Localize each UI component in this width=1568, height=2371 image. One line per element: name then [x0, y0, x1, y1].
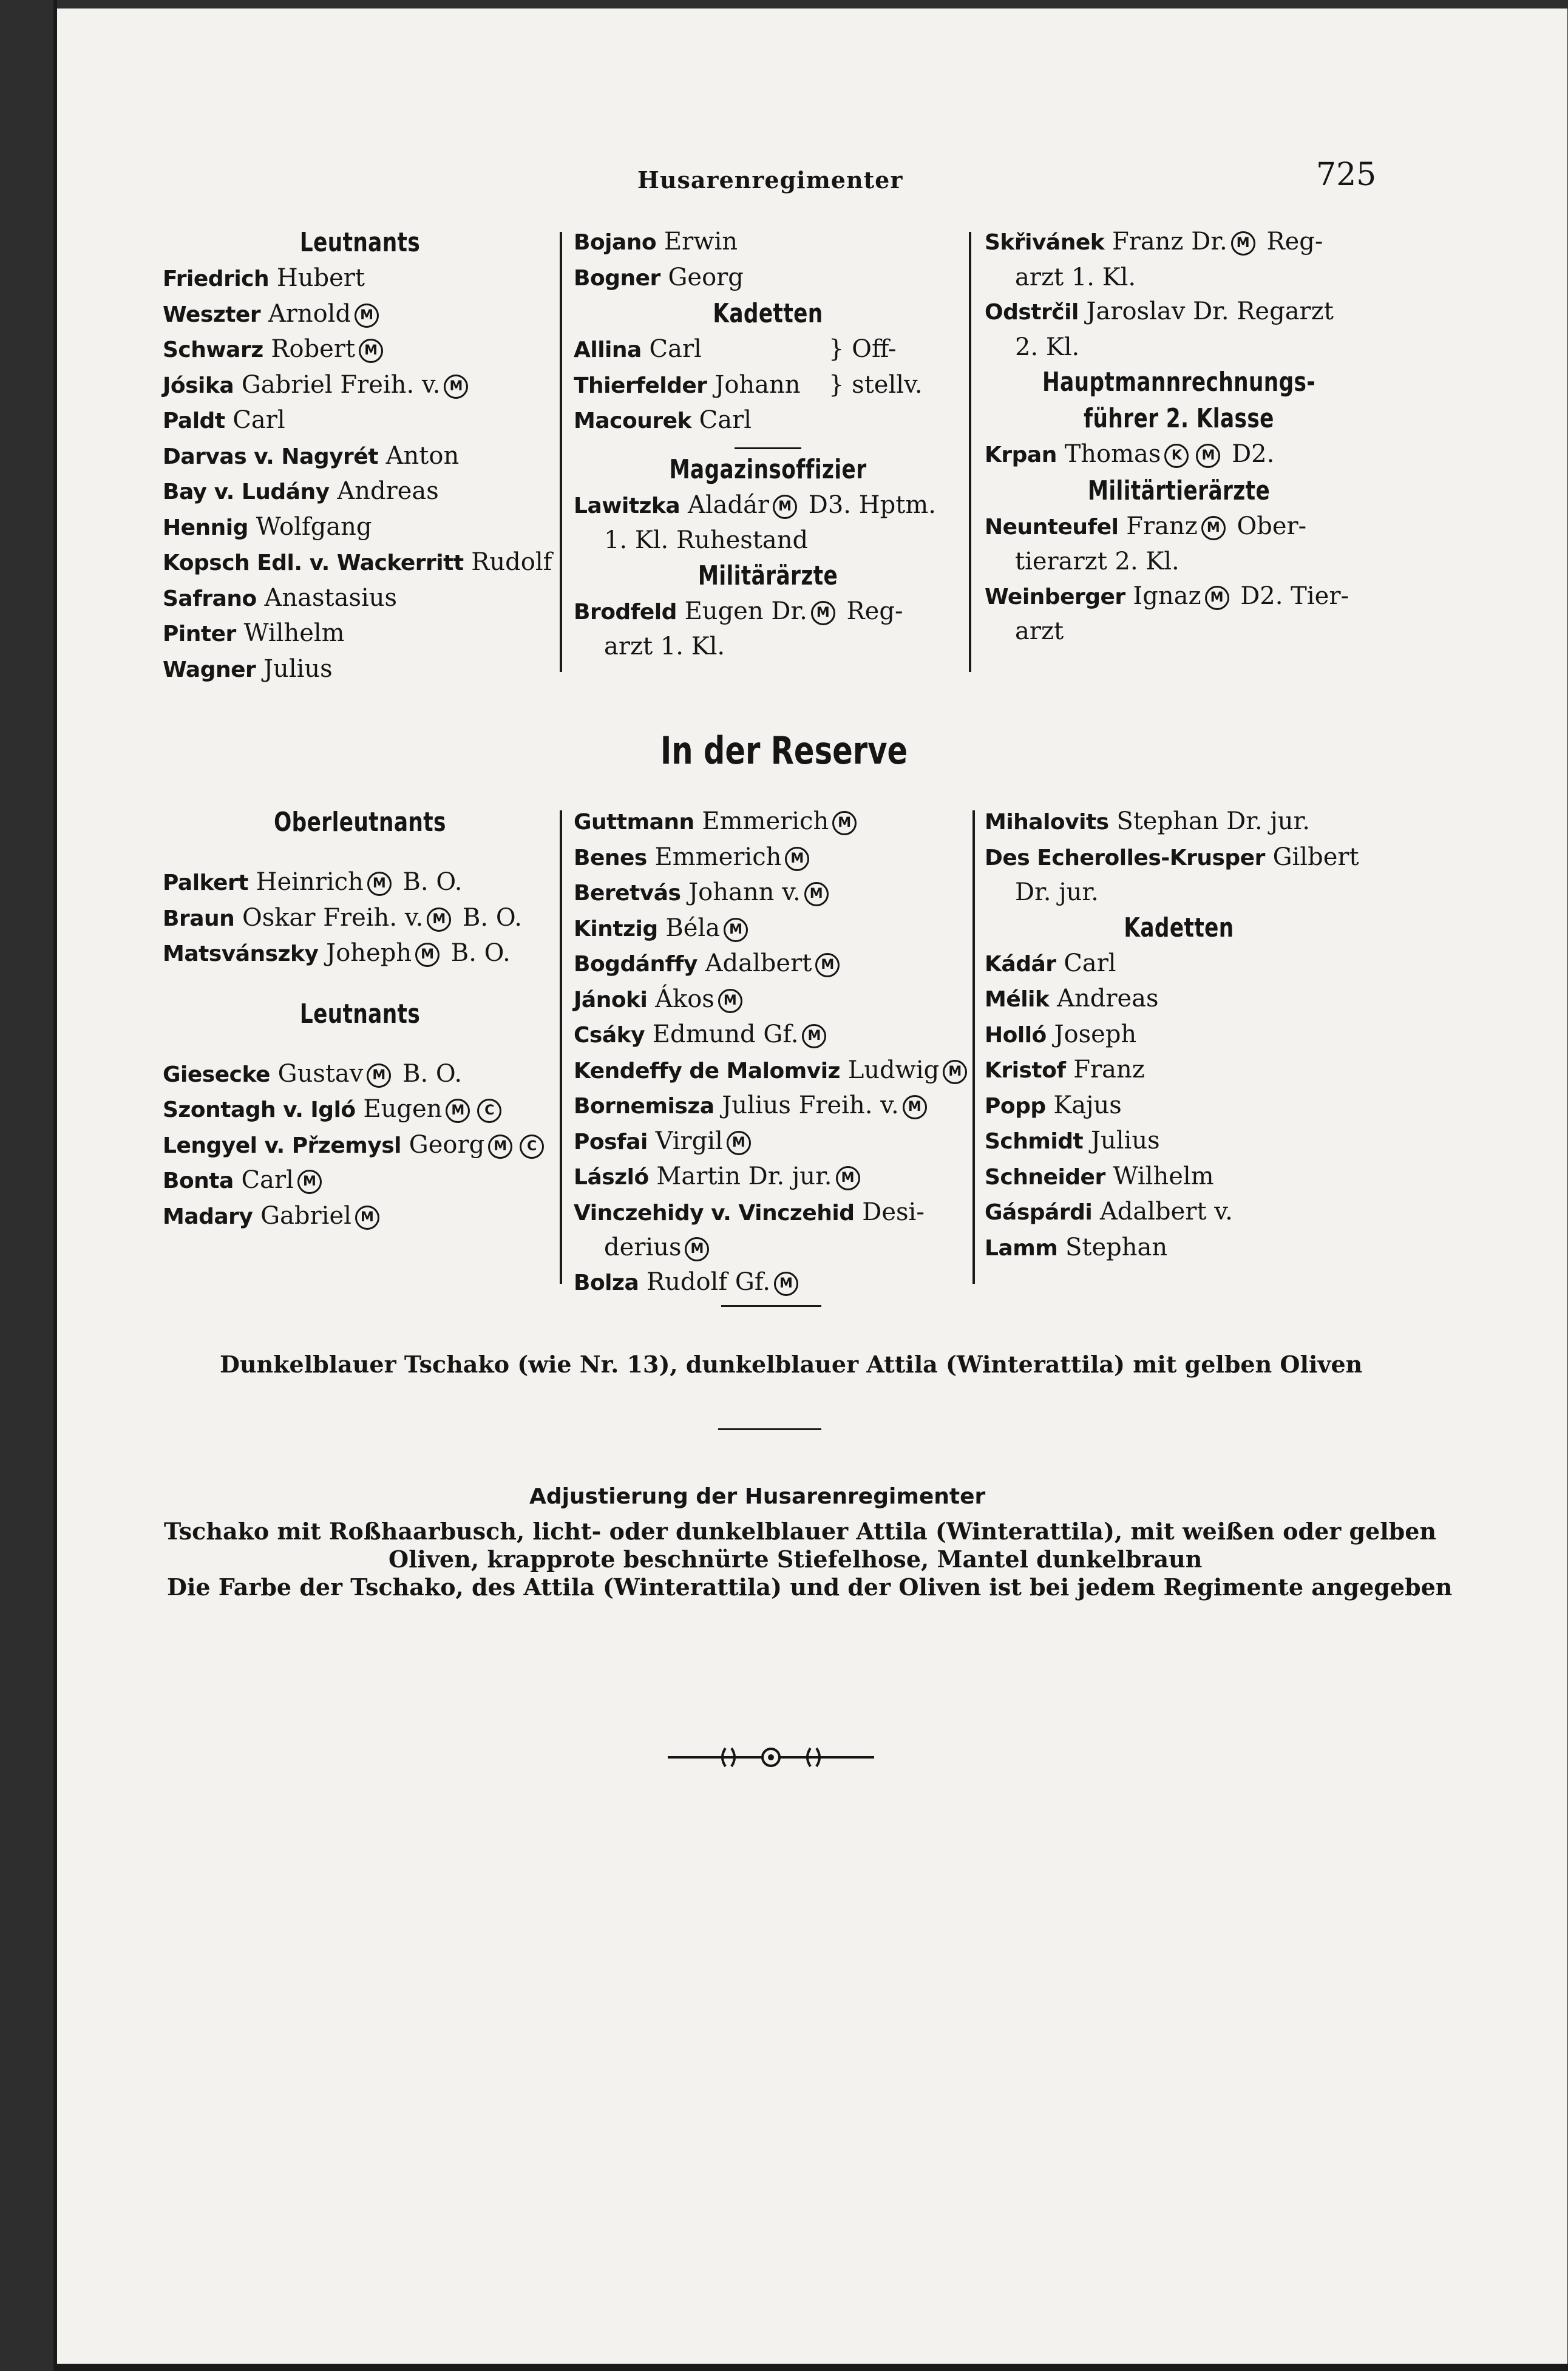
roster-entry: [163, 261, 557, 297]
column-rule: [560, 232, 562, 672]
rank-heading: Kadetten: [1124, 912, 1234, 943]
given-name: Anton: [385, 441, 460, 470]
roster-entry: [574, 875, 968, 911]
order-m-icon: M: [811, 601, 835, 625]
given-name: Jaroslav Dr. Regarzt: [1086, 297, 1334, 325]
roster-entry: [163, 439, 557, 475]
entry-continuation: [985, 544, 1373, 579]
rank-heading: Oberleutnants: [274, 807, 446, 838]
uniform-note: Dunkelblauer Tschako (wie Nr. 13), dunkelblauer Attila (Winterattila) mit gelben Oliven: [220, 1351, 1363, 1378]
given-name: Ákos: [655, 985, 714, 1013]
rank-heading: Leutnants: [299, 998, 421, 1029]
given-name: Carl: [232, 406, 285, 434]
given-name: Ludwig: [847, 1056, 940, 1084]
given-name: Martin Dr. jur.: [656, 1162, 832, 1190]
entry-suffix: B. O.: [443, 939, 511, 967]
surname: Thierfelder: [574, 373, 707, 398]
surname: Hennig: [163, 515, 248, 540]
surname: Kristof: [985, 1058, 1066, 1083]
order-m-icon: M: [832, 811, 857, 835]
rank-brace: } Off-: [829, 335, 897, 363]
surname: Guttmann: [574, 810, 694, 835]
entry-continuation: [574, 523, 962, 558]
surname: Mihalovits: [985, 810, 1109, 835]
reserve-column-2: [574, 804, 968, 1300]
reserve-column-3: [985, 804, 1373, 1266]
rank-heading: Hauptmannrechnungs-: [1042, 367, 1316, 398]
surname: Kendeffy de Malomviz: [574, 1058, 840, 1084]
given-name: Carl: [1064, 949, 1116, 977]
surname: Schneider: [985, 1164, 1105, 1190]
spacer: [163, 841, 557, 865]
roster-entry: [163, 332, 557, 368]
entry-suffix: Reg-: [1258, 228, 1323, 256]
surname: Neunteufel: [985, 514, 1119, 540]
given-name: Johann v.: [688, 878, 801, 906]
roster-entry: [163, 1128, 557, 1164]
left-scan-edge: [53, 0, 57, 2371]
roster-entry: [985, 1053, 1373, 1088]
ornament-divider: [668, 1742, 874, 1772]
page-number: 725: [1316, 157, 1377, 193]
column-rule: [560, 810, 562, 1284]
given-name: Rudolf: [471, 548, 552, 576]
surname: Bogdánffy: [574, 952, 697, 977]
section-divider: [721, 1305, 821, 1307]
roster-entry: [985, 294, 1373, 330]
order-m-icon: M: [444, 375, 468, 399]
continuation-text: arzt 1. Kl.: [1015, 263, 1136, 291]
surname: Macourek: [574, 409, 691, 433]
roster-entry: [574, 982, 968, 1018]
given-name: Rudolf Gf.: [646, 1267, 770, 1296]
surname: Szontagh v. Igló: [163, 1097, 356, 1122]
spacer: [163, 1033, 557, 1057]
roster-entry: [163, 581, 557, 617]
surname: Bogner: [574, 265, 660, 291]
entry-suffix: Ober-: [1229, 512, 1307, 540]
section-divider: [718, 1428, 821, 1430]
reserve-heading: In der Reserve: [660, 728, 908, 773]
roster-entry: [574, 840, 968, 876]
roster-entry: [574, 1088, 968, 1124]
roster-entry: [163, 368, 557, 404]
surname: Kádár: [985, 951, 1056, 977]
surname: Pinter: [163, 622, 236, 646]
surname: Beretvás: [574, 881, 681, 906]
roster-entry: [163, 1092, 557, 1128]
surname: Bonta: [163, 1169, 234, 1193]
roster-entry: [985, 225, 1373, 260]
surname: Giesecke: [163, 1062, 270, 1087]
roster-entry: [163, 1057, 557, 1093]
given-name: Robert: [271, 335, 356, 363]
roster-entry: [574, 488, 962, 524]
given-name: Aladár: [687, 490, 770, 519]
order-k-icon: K: [1164, 444, 1189, 468]
surname: Schmidt: [985, 1129, 1084, 1154]
roster-entry: [163, 652, 557, 688]
given-name: Gilbert: [1272, 843, 1359, 871]
surname: Palkert: [163, 870, 248, 895]
given-name: Franz Dr.: [1112, 228, 1227, 256]
surname: Brodfeld: [574, 599, 677, 625]
order-m-icon: M: [427, 907, 451, 932]
given-name: Julius: [1090, 1127, 1160, 1155]
roster-entry: [574, 1017, 968, 1053]
given-name: Adalbert v.: [1099, 1198, 1233, 1226]
surname: László: [574, 1165, 649, 1190]
continuation-text: Dr. jur.: [1015, 878, 1099, 906]
order-m-icon: M: [802, 1024, 826, 1048]
given-name: Eugen: [363, 1095, 443, 1123]
given-name: Edmund Gf.: [652, 1020, 799, 1048]
order-m-icon: M: [415, 943, 440, 967]
roster-entry: [163, 936, 557, 972]
surname: Lengyel v. Přzemysl: [163, 1133, 402, 1158]
order-m-icon: M: [836, 1166, 860, 1190]
roster-entry: [163, 1199, 557, 1235]
given-name: Stephan: [1065, 1233, 1168, 1261]
roster-entry: [574, 1159, 968, 1195]
given-name: Julius: [263, 654, 333, 683]
roster-entry: [574, 225, 962, 260]
surname: Weszter: [163, 302, 261, 327]
given-name: Andreas: [337, 477, 439, 505]
rank-brace: } stellv.: [829, 370, 923, 399]
adjustierung-line-2: Oliven, krapprote beschnürte Stiefelhose, Mantel dunkelbraun: [389, 1545, 1203, 1573]
given-name: Stephan Dr. jur.: [1116, 807, 1310, 835]
given-name: Franz: [1073, 1056, 1145, 1084]
order-m-icon: M: [1201, 516, 1226, 540]
given-name: Julius Freih. v.: [722, 1091, 899, 1119]
given-name: Desi-: [862, 1198, 925, 1226]
surname: Lamm: [985, 1235, 1058, 1261]
given-name: Béla: [665, 914, 721, 942]
given-name: Carl: [649, 335, 702, 363]
roster-entry: [163, 297, 557, 333]
heading-rule: [735, 447, 801, 449]
running-header: Husarenregimenter: [637, 166, 903, 194]
order-m-icon: M: [297, 1170, 322, 1194]
surname: Allina: [574, 338, 642, 362]
roster-entry: [574, 403, 962, 439]
given-name: Gabriel: [260, 1201, 351, 1230]
entry-continuation: [985, 260, 1373, 295]
order-m-icon: M: [488, 1135, 512, 1159]
bottom-scan-edge: [53, 2364, 1568, 2371]
rank-heading: Leutnants: [299, 227, 421, 258]
roster-entry: [574, 332, 962, 368]
order-m-icon: M: [359, 339, 383, 363]
roster-entry: [163, 403, 557, 439]
column-rule: [972, 810, 975, 1284]
entry-suffix: Reg-: [838, 597, 903, 625]
entry-suffix: B. O.: [455, 903, 523, 932]
given-name: Emmerich: [654, 843, 782, 871]
roster-entry: [574, 1195, 968, 1231]
surname: Wagner: [163, 657, 256, 682]
surname: Jánoki: [574, 987, 648, 1013]
surname: Bolza: [574, 1270, 639, 1295]
given-name: Joseph: [1054, 1020, 1137, 1048]
rank-heading: Militärtierärzte: [1087, 475, 1271, 506]
continuation-text: 2. Kl.: [1015, 333, 1080, 361]
column-rule: [969, 232, 971, 672]
rank-heading: führer 2. Klasse: [1084, 403, 1274, 434]
given-name: Carl: [241, 1166, 294, 1194]
top-column-1: [163, 225, 557, 687]
order-m-icon: M: [903, 1095, 927, 1119]
order-c-icon: C: [477, 1099, 501, 1123]
given-name: Adalbert: [705, 949, 812, 977]
given-name: Georg: [668, 263, 744, 291]
roster-entry: [163, 545, 557, 581]
given-name: Anastasius: [264, 583, 398, 612]
order-m-icon: M: [1205, 586, 1229, 610]
roster-entry: [163, 616, 557, 652]
given-name: Thomas: [1064, 440, 1161, 468]
order-m-icon: M: [1231, 231, 1255, 256]
roster-entry: [574, 1124, 968, 1160]
surname: Madary: [163, 1204, 253, 1229]
roster-entry: [574, 946, 968, 982]
given-name: Ignaz: [1133, 582, 1201, 610]
adjustierung-title: Adjustierung der Husarenregimenter: [529, 1484, 986, 1509]
surname: Bornemisza: [574, 1094, 714, 1119]
order-m-icon: M: [718, 989, 742, 1013]
order-m-icon: M: [1196, 444, 1220, 468]
surname: Safrano: [163, 586, 257, 611]
order-m-icon: M: [804, 882, 829, 906]
surname: Jósika: [163, 373, 234, 398]
entry-continuation: [985, 614, 1373, 649]
roster-entry: [574, 911, 968, 947]
adjustierung-line-1: Tschako mit Roßhaarbusch, licht- oder dunkelblauer Attila (Winterattila), mit weißen oder gelben: [164, 1518, 1437, 1545]
given-name: Georg: [409, 1130, 485, 1159]
entry-suffix: D2. Tier-: [1232, 582, 1349, 610]
given-name: Erwin: [664, 228, 738, 256]
roster-entry: [163, 510, 557, 546]
roster-entry: [985, 1159, 1373, 1195]
adjustierung-line-3: Die Farbe der Tschako, des Attila (Winterattila) und der Oliven ist bei jedem Regimente angegeben: [167, 1573, 1453, 1601]
continuation-text: arzt: [1015, 617, 1064, 645]
surname: Holló: [985, 1022, 1047, 1048]
rank-heading: Magazinsoffizier: [669, 453, 867, 485]
given-name: Hubert: [276, 264, 365, 292]
order-m-icon: M: [815, 953, 840, 977]
surname: Benes: [574, 845, 647, 870]
given-name: Oskar Freih. v.: [242, 903, 424, 932]
roster-entry: [985, 804, 1373, 840]
order-c-icon: C: [520, 1135, 544, 1159]
given-name: Wolfgang: [256, 512, 372, 541]
entry-continuation: [574, 1230, 968, 1265]
roster-entry: [574, 594, 962, 630]
order-m-icon: M: [785, 847, 809, 871]
roster-entry: [163, 474, 557, 510]
roster-entry: [985, 1017, 1373, 1053]
given-name: Johann: [714, 370, 801, 399]
given-name: Eugen Dr.: [684, 597, 807, 625]
surname: Posfai: [574, 1129, 648, 1155]
surname: Gáspárdi: [985, 1200, 1093, 1225]
roster-entry: [985, 840, 1373, 876]
order-m-icon: M: [367, 1063, 391, 1088]
top-column-3: [985, 225, 1373, 649]
roster-entry: [985, 946, 1373, 982]
given-name: Joheph: [326, 939, 412, 967]
surname: Paldt: [163, 409, 225, 433]
surname: Bojano: [574, 230, 657, 255]
top-column-2: [574, 225, 962, 664]
roster-entry: [574, 1053, 968, 1089]
order-m-icon: M: [355, 304, 379, 328]
continuation-text: tierarzt 2. Kl.: [1015, 548, 1179, 575]
surname: Des Echerolles-Krusper: [985, 845, 1265, 870]
roster-entry: [985, 1195, 1373, 1230]
continuation-text: derius: [604, 1233, 682, 1261]
roster-entry: [574, 368, 962, 404]
surname: Braun: [163, 906, 235, 931]
surname: Weinberger: [985, 584, 1125, 609]
roster-entry: [985, 1230, 1373, 1266]
roster-entry: [574, 1265, 968, 1301]
given-name: Carl: [699, 406, 752, 434]
given-name: Emmerich: [702, 807, 829, 835]
continuation-text: arzt 1. Kl.: [604, 633, 725, 660]
given-name: Arnold: [268, 299, 351, 328]
given-name: Kajus: [1053, 1091, 1122, 1119]
surname: Popp: [985, 1093, 1046, 1119]
continuation-text: 1. Kl. Ruhestand: [604, 526, 809, 554]
roster-entry: [985, 1088, 1373, 1124]
order-m-icon: M: [773, 495, 797, 519]
order-m-icon: M: [774, 1272, 798, 1296]
entry-continuation: [985, 330, 1373, 365]
surname: Mélik: [985, 987, 1050, 1012]
given-name: Virgil: [655, 1127, 723, 1155]
entry-suffix: D2.: [1224, 440, 1275, 468]
order-m-icon: M: [446, 1099, 470, 1123]
surname: Lawitzka: [574, 493, 680, 518]
roster-entry: [574, 804, 968, 840]
roster-entry: [163, 865, 557, 901]
surname: Odstrčil: [985, 300, 1079, 325]
roster-entry: [985, 437, 1373, 473]
surname: Kintzig: [574, 916, 658, 941]
roster-entry: [985, 1124, 1373, 1159]
entry-continuation: [985, 875, 1373, 910]
given-name: Wilhelm: [243, 619, 345, 647]
roster-entry: [163, 1163, 557, 1199]
order-m-icon: M: [367, 872, 392, 896]
entry-suffix: D3. Hptm.: [801, 490, 936, 519]
given-name: Gabriel Freih. v.: [241, 370, 441, 399]
surname: Csáky: [574, 1023, 645, 1048]
order-m-icon: M: [943, 1060, 967, 1084]
given-name: Franz: [1126, 512, 1198, 540]
order-m-icon: M: [685, 1237, 709, 1261]
surname: Darvas v. Nagyrét: [163, 444, 378, 469]
surname: Bay v. Ludány: [163, 480, 330, 504]
order-m-icon: M: [727, 1131, 751, 1155]
given-name: Andreas: [1057, 985, 1159, 1013]
surname: Skřivánek: [985, 230, 1105, 255]
surname: Schwarz: [163, 338, 263, 362]
surname: Vinczehidy v. Vinczehid: [574, 1200, 855, 1226]
surname: Friedrich: [163, 266, 270, 291]
roster-entry: [574, 260, 962, 296]
spacer: [163, 972, 557, 996]
roster-entry: [985, 579, 1373, 615]
roster-entry: [163, 901, 557, 937]
entry-suffix: B. O.: [395, 868, 463, 896]
given-name: Wilhelm: [1113, 1162, 1214, 1190]
given-name: Gustav: [277, 1059, 364, 1088]
entry-continuation: [574, 629, 962, 664]
entry-suffix: B. O.: [395, 1059, 463, 1088]
rank-heading: Kadetten: [713, 298, 823, 329]
surname: Kopsch Edl. v. Wackerritt: [163, 551, 464, 575]
surname: Krpan: [985, 443, 1057, 467]
surname: Matsvánszky: [163, 941, 319, 966]
reserve-column-1: [163, 804, 557, 1234]
rank-heading: Militärärzte: [697, 560, 838, 591]
roster-entry: [985, 982, 1373, 1017]
order-m-icon: M: [355, 1206, 379, 1230]
given-name: Heinrich: [256, 868, 364, 896]
order-m-icon: M: [724, 918, 748, 942]
roster-entry: [985, 509, 1373, 545]
